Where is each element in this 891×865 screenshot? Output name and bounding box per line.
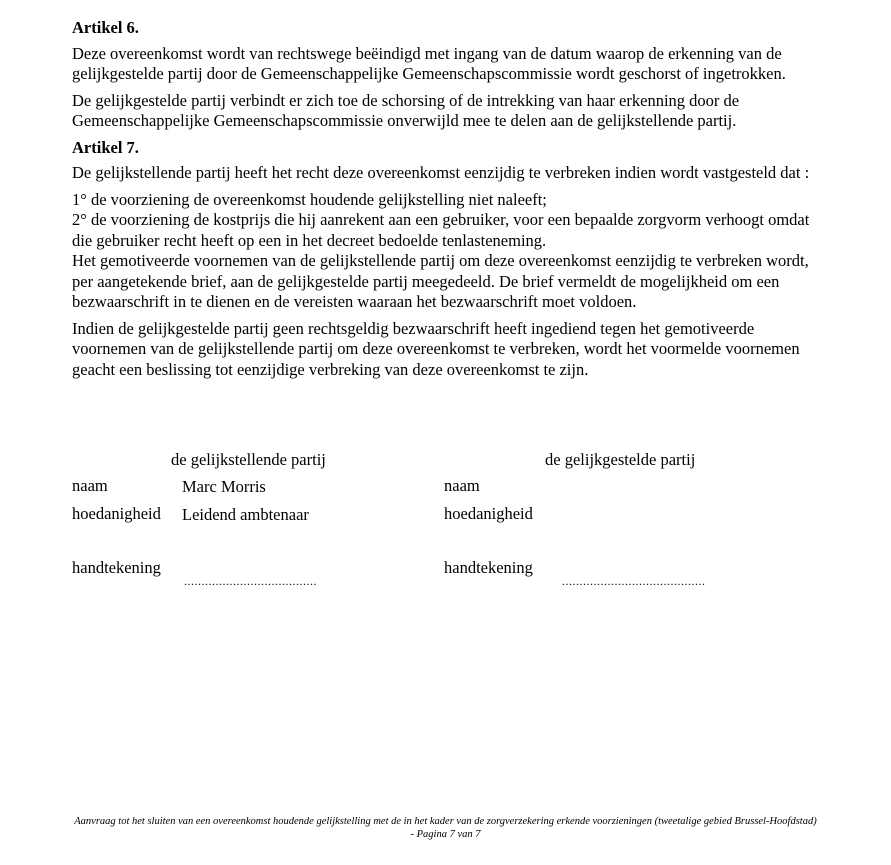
right-party-label: de gelijkgestelde partij — [545, 450, 696, 469]
document-body — [72, 18, 832, 386]
right-signature-label: handtekening — [444, 558, 533, 577]
left-name-label: naam — [72, 476, 108, 495]
article-7-intro: De gelijkstellende partij heeft het recht deze overeenkomst eenzijdig te verbreken indien wordt vastgesteld dat : — [72, 163, 810, 182]
article-7-item: 1° de voorziening de overeenkomst houdende gelijkstelling niet naleeft; — [72, 189, 547, 209]
article-6-paragraph: Deze overeenkomst wordt van rechtswege beëindigd met ingang van de datum waarop de erkenning van de gelijkgestelde partij door de Gemeenschappelijke Gemeenschapscommissie wordt geschorst of ingetrokken. — [72, 43, 786, 83]
signature-block — [72, 450, 832, 600]
right-signature-line: ......................................... — [562, 574, 706, 588]
right-capacity-label: hoedanigheid — [444, 504, 533, 523]
left-name-value: Marc Morris — [182, 477, 266, 496]
article-6-paragraph: De gelijkgestelde partij verbindt er zich toe de schorsing of de intrekking van haar erkenning door de Gemeenschappelijke Gemeenschapscommissie onverwijld mee te delen aan de gelijkstellende partij. — [72, 90, 740, 130]
left-signature-label: handtekening — [72, 558, 161, 577]
footer-text: Aanvraag tot het sluiten van een overeenkomst houdende gelijkstelling met de in het kader van de zorgverzekering erkende voorzieningen (tweetalige gebied Brussel-Hoofdstad) — [74, 816, 817, 827]
page-footer — [0, 815, 891, 841]
left-capacity-value: Leidend ambtenaar — [182, 505, 309, 524]
right-name-label: naam — [444, 476, 480, 495]
left-capacity-label: hoedanigheid — [72, 504, 161, 523]
article-7-paragraph: Het gemotiveerde voornemen van de gelijkstellende partij om deze overeenkomst eenzijdig te verbreken wordt, per aangetekende brief, aan de gelijkgestelde partij meegedeeld. De brief vermeldt de mogelijkheid om een bezwaarschrift in te dienen en de vereisten waaraan het bezwaarschrift moet voldoen. — [72, 251, 809, 311]
article-6-heading: Artikel 6. — [72, 18, 139, 37]
article-7-item: 2° de voorziening de kostprijs die hij aanrekent aan een gebruiker, voor een bepaalde zorgvorm verhoogt omdat die gebruiker recht heeft op een in het decreet bedoelde tenlasteneming. — [72, 210, 810, 250]
left-party-label: de gelijkstellende partij — [171, 450, 326, 469]
article-7-heading: Artikel 7. — [72, 137, 139, 157]
article-7-paragraph: Indien de gelijkgestelde partij geen rechtsgeldig bezwaarschrift heeft ingediend tegen het gemotiveerde voornemen van de gelijkstellende partij om deze overeenkomst te verbreken, wordt het voormelde voornemen geacht een beslissing tot eenzijdige verbreking van deze overeenkomst te zijn. — [72, 318, 800, 379]
left-signature-line: ...................................... — [184, 574, 317, 588]
page-number: - Pagina 7 van 7 — [410, 829, 481, 840]
